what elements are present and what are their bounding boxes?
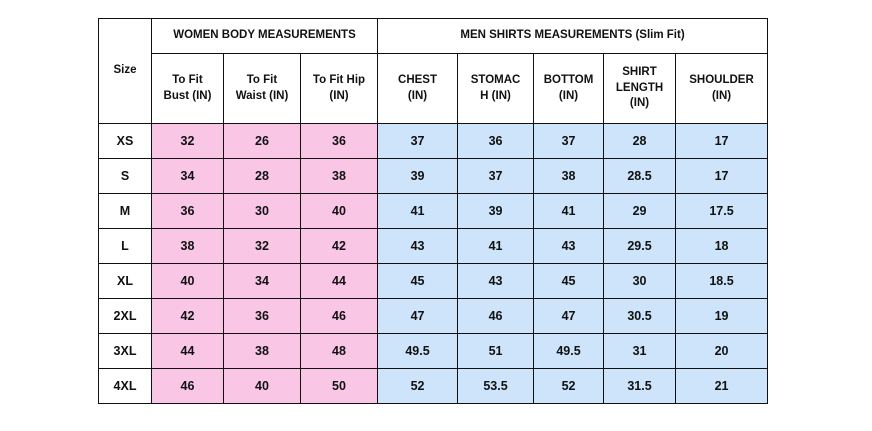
size-chart-table (98, 18, 768, 404)
table-row (99, 334, 768, 369)
cell-hip: 38 (301, 159, 378, 194)
cell-bottom: 52 (534, 369, 604, 404)
col-header-waist-line1: To Fit (246, 73, 278, 86)
cell-chest: 37 (378, 124, 458, 159)
col-header-waist (224, 54, 301, 124)
col-header-chest-line1: CHEST (398, 73, 437, 86)
cell-chest: 39 (378, 159, 458, 194)
col-header-shoulder-line1: SHOULDER (689, 73, 754, 86)
cell-waist: 28 (224, 159, 301, 194)
cell-stomach: 53.5 (458, 369, 534, 404)
cell-bust: 38 (152, 229, 224, 264)
cell-chest: 47 (378, 299, 458, 334)
cell-hip: 48 (301, 334, 378, 369)
cell-hip: 40 (301, 194, 378, 229)
cell-bottom: 47 (534, 299, 604, 334)
cell-waist: 30 (224, 194, 301, 229)
cell-waist: 26 (224, 124, 301, 159)
size-label: S (99, 159, 152, 194)
cell-chest: 45 (378, 264, 458, 299)
col-header-waist-line2: Waist (IN) (235, 89, 289, 102)
col-header-stomach-line1: STOMAC (470, 73, 521, 86)
cell-chest: 49.5 (378, 334, 458, 369)
col-header-shoulder (676, 54, 768, 124)
cell-length: 31.5 (604, 369, 676, 404)
size-label: 3XL (99, 334, 152, 369)
size-label: XL (99, 264, 152, 299)
col-header-stomach-line2: H (IN) (480, 89, 511, 102)
cell-shoulder: 17.5 (676, 194, 768, 229)
cell-bust: 32 (152, 124, 224, 159)
cell-length: 28.5 (604, 159, 676, 194)
col-header-shirt-length-line3: (IN) (629, 97, 650, 110)
col-header-bottom (534, 54, 604, 124)
size-rows (99, 124, 768, 404)
cell-waist: 36 (224, 299, 301, 334)
men-group-header: MEN SHIRTS MEASUREMENTS (Slim Fit) (378, 19, 768, 54)
table-row (99, 264, 768, 299)
col-header-hip-line2: (IN) (329, 89, 349, 102)
table-row (99, 369, 768, 404)
cell-hip: 36 (301, 124, 378, 159)
cell-waist: 38 (224, 334, 301, 369)
cell-bottom: 41 (534, 194, 604, 229)
cell-bust: 44 (152, 334, 224, 369)
size-label: XS (99, 124, 152, 159)
cell-bottom: 38 (534, 159, 604, 194)
cell-hip: 42 (301, 229, 378, 264)
women-group-header: WOMEN BODY MEASUREMENTS (152, 19, 378, 54)
group-header-row (99, 19, 768, 54)
cell-stomach: 46 (458, 299, 534, 334)
cell-shoulder: 18 (676, 229, 768, 264)
cell-stomach: 43 (458, 264, 534, 299)
col-header-chest-line2: (IN) (407, 89, 428, 102)
cell-length: 28 (604, 124, 676, 159)
cell-length: 30 (604, 264, 676, 299)
col-header-bust-line2: Bust (IN) (163, 89, 212, 102)
cell-shoulder: 17 (676, 159, 768, 194)
col-header-bottom-line1: BOTTOM (543, 73, 594, 86)
cell-shoulder: 17 (676, 124, 768, 159)
cell-bust: 46 (152, 369, 224, 404)
cell-stomach: 39 (458, 194, 534, 229)
cell-bottom: 37 (534, 124, 604, 159)
size-header: Size (99, 19, 152, 124)
table-row (99, 124, 768, 159)
cell-length: 29 (604, 194, 676, 229)
col-header-stomach (458, 54, 534, 124)
cell-bottom: 49.5 (534, 334, 604, 369)
cell-hip: 44 (301, 264, 378, 299)
col-header-shirt-length-line2: LENGTH (615, 81, 664, 94)
col-header-shirt-length-line1: SHIRT (622, 66, 657, 79)
cell-chest: 52 (378, 369, 458, 404)
cell-bust: 40 (152, 264, 224, 299)
col-header-shirt-length (604, 54, 676, 124)
cell-bottom: 45 (534, 264, 604, 299)
col-header-chest (378, 54, 458, 124)
col-header-hip-line1: To Fit Hip (312, 73, 366, 86)
cell-stomach: 41 (458, 229, 534, 264)
col-header-bust-line1: To Fit (172, 73, 203, 86)
cell-chest: 41 (378, 194, 458, 229)
cell-hip: 50 (301, 369, 378, 404)
cell-stomach: 51 (458, 334, 534, 369)
table-row (99, 159, 768, 194)
cell-shoulder: 21 (676, 369, 768, 404)
cell-shoulder: 20 (676, 334, 768, 369)
cell-bust: 34 (152, 159, 224, 194)
table-row (99, 299, 768, 334)
col-header-bust (152, 54, 224, 124)
size-label: 4XL (99, 369, 152, 404)
table-row (99, 194, 768, 229)
size-label: L (99, 229, 152, 264)
cell-length: 29.5 (604, 229, 676, 264)
cell-stomach: 36 (458, 124, 534, 159)
cell-shoulder: 18.5 (676, 264, 768, 299)
cell-length: 30.5 (604, 299, 676, 334)
cell-bust: 42 (152, 299, 224, 334)
cell-bust: 36 (152, 194, 224, 229)
col-header-bottom-line2: (IN) (558, 89, 579, 102)
cell-length: 31 (604, 334, 676, 369)
cell-waist: 40 (224, 369, 301, 404)
table-row (99, 229, 768, 264)
size-label: M (99, 194, 152, 229)
cell-hip: 46 (301, 299, 378, 334)
column-header-row (99, 54, 768, 124)
col-header-shoulder-line2: (IN) (711, 89, 732, 102)
cell-waist: 32 (224, 229, 301, 264)
col-header-hip (301, 54, 378, 124)
cell-waist: 34 (224, 264, 301, 299)
size-label: 2XL (99, 299, 152, 334)
cell-shoulder: 19 (676, 299, 768, 334)
cell-stomach: 37 (458, 159, 534, 194)
cell-chest: 43 (378, 229, 458, 264)
cell-bottom: 43 (534, 229, 604, 264)
